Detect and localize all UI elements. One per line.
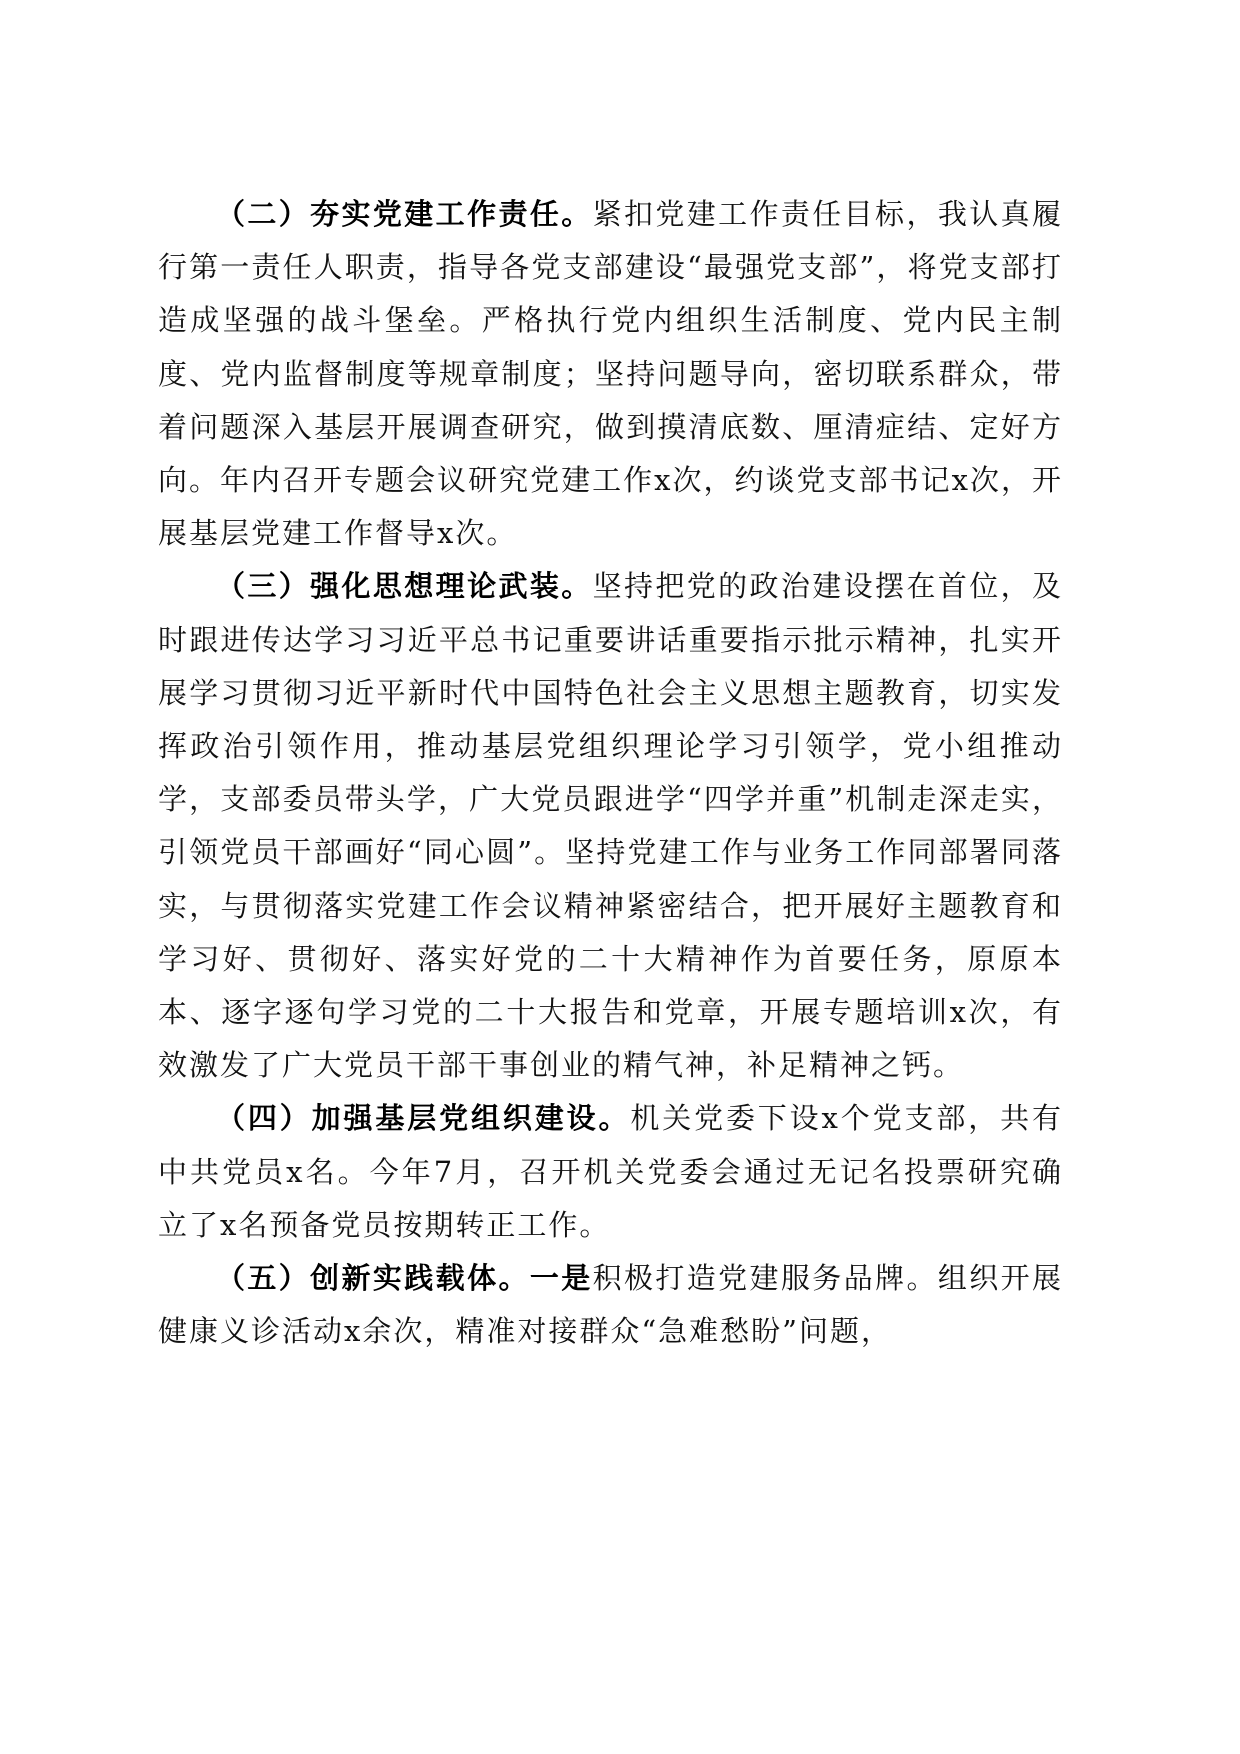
section-5-paragraph [158, 1252, 1063, 1358]
document-body [158, 188, 1063, 1358]
section-2-text: 紧扣党建工作责任目标，我认真履行第一责任人职责，指导各党支部建设“最强党支部”，将党支部打造成坚强的战斗堡垒。严格执行党内组织生活制度、党内民主制度、党内监督制度等规章制度；坚持问题导向，密切联系群众，带着问题深入基层开展调查研究，做到摸清底数、厘清症结、定好方向。年内召开专题会议研究党建工作x次，约谈党支部书记x次，开展基层党建工作督导x次。 [158, 197, 1063, 551]
section-3-heading: （三）强化思想理论武装。 [216, 569, 593, 604]
section-5-heading: （五）创新实践载体。 [216, 1261, 530, 1296]
section-2-paragraph [158, 188, 1063, 560]
section-3-paragraph [158, 560, 1063, 1092]
section-3-text: 坚持把党的政治建设摆在首位，及时跟进传达学习习近平总书记重要讲话重要指示批示精神，扎实开展学习贯彻习近平新时代中国特色社会主义思想主题教育，切实发挥政治引领作用，推动基层党组织理论学习引领学，党小组推动学，支部委员带头学，广大党员跟进学“四学并重”机制走深走实，引领党员干部画好“同心圆”。坚持党建工作与业务工作同部署同落实，与贯彻落实党建工作会议精神紧密结合，把开展好主题教育和学习好、贯彻好、落实好党的二十大精神作为首要任务，原原本本、逐字逐句学习党的二十大报告和党章，开展专题培训x次，有效激发了广大党员干部干事创业的精气神，补足精神之钙。 [158, 569, 1063, 1083]
section-5-lead: 一是 [529, 1261, 593, 1296]
section-4-paragraph [158, 1092, 1063, 1252]
section-4-heading: （四）加强基层党组织建设。 [216, 1101, 631, 1136]
section-5-text: 积极打造党建服务品牌。组织开展健康义诊活动x余次，精准对接群众“急难愁盼”问题， [158, 1261, 1063, 1349]
section-2-heading: （二）夯实党建工作责任。 [216, 197, 593, 231]
section-4-text: 机关党委下设x个党支部，共有中共党员x名。今年7月，召开机关党委会通过无记名投票研究确立了x名预备党员按期转正工作。 [158, 1101, 1063, 1242]
